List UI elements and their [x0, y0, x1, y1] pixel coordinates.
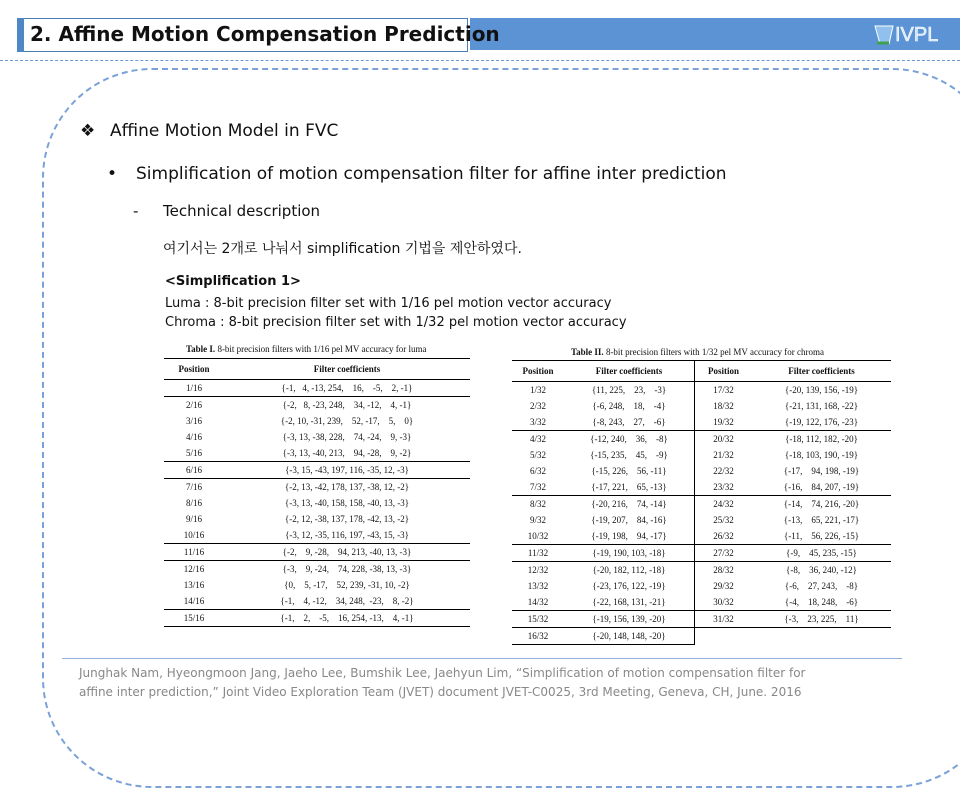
table2-coefficients-cell: {-22, 168, 131, -21} [564, 594, 695, 611]
table2-position-cell: 9/32 [529, 515, 546, 525]
table1-row [164, 511, 470, 527]
table1-coefficients-cell: {-3, 12, -35, 116, 197, -43, 15, -3} [224, 527, 470, 544]
table2-coefficients-cell: {-19, 190, 103, -18} [564, 545, 695, 562]
table2-coefficients-cell: {-9, 45, 235, -15} [752, 545, 891, 562]
table1-coefficients-cell: {0, 5, -17, 52, 239, -31, 10, -2} [284, 580, 410, 590]
table1-row [164, 429, 470, 445]
luma-line: Luma : 8-bit precision filter set with 1/16 pel motion vector accuracy [165, 296, 612, 311]
table1-coefficients-cell: {-3, 13, -38, 228, 74, -24, 9, -3} [282, 432, 412, 442]
footer-divider [62, 658, 902, 659]
korean-note: 여기서는 2개로 나눠서 simplification 기법을 제안하였다. [163, 241, 522, 257]
title-accent [17, 18, 24, 52]
table2-coefficients-cell: {-14, 74, 216, -20} [783, 499, 860, 509]
table2-row [512, 431, 891, 448]
table2-coefficients-cell: {-12, 240, 36, -8} [564, 431, 695, 448]
table1-row [164, 495, 470, 511]
table1-position-cell: 15/16 [164, 610, 224, 627]
logo-text: IVPL [895, 24, 939, 46]
table2-position-cell: 7/32 [512, 479, 564, 496]
reference-line1: Junghak Nam, Hyeongmoon Jang, Jaeho Lee, Bumshik Lee, Jaehyun Lim, “Simplification of motion compensation filter for [79, 666, 806, 680]
table2-position-cell: 30/32 [695, 594, 753, 611]
table1 [164, 358, 470, 627]
table2-row [512, 611, 891, 628]
table2-coefficients-cell: {-8, 36, 240, -12} [786, 565, 857, 575]
table1-coefficients-cell: {-3, 15, -43, 197, 116, -35, 12, -3} [224, 462, 470, 479]
header-divider [0, 60, 960, 61]
table1-row [164, 413, 470, 429]
table1-position-cell: 10/16 [164, 527, 224, 544]
table2-header-coefficients-a: Filter coefficients [564, 361, 695, 382]
table1-coefficients-cell: {-2, 8, -23, 248, 34, -12, 4, -1} [282, 400, 412, 410]
table1-position-cell: 4/16 [185, 432, 202, 442]
table2-position-cell: 13/32 [527, 581, 549, 591]
table2-coefficients-cell: {-20, 148, 148, -20} [564, 628, 695, 645]
table2-row [512, 578, 891, 594]
bullet-level1 [80, 121, 338, 141]
table2-row [512, 447, 891, 463]
table2-row [512, 382, 891, 399]
table2-position-cell: 4/32 [529, 434, 546, 444]
table2-position-cell: 17/32 [713, 385, 734, 395]
level1-text: Affine Motion Model in FVC [110, 121, 339, 141]
table1-coefficients-cell: {-2, 12, -38, 137, 178, -42, 13, -2} [284, 514, 410, 524]
table2-coefficients-cell: {-18, 103, 190, -19} [784, 450, 859, 460]
table1-position-cell: 11/16 [164, 544, 224, 561]
table2-coefficients-cell: {-19, 156, 139, -20} [564, 611, 695, 628]
table2-coefficients-cell: {-4, 18, 248, -6} [752, 594, 891, 611]
table2-position-cell: 25/32 [713, 515, 734, 525]
table2-row [512, 479, 891, 496]
table2-row [512, 562, 891, 579]
table2-coefficients-cell: {-20, 216, 74, -14} [564, 496, 695, 513]
table2-position-cell: 19/32 [695, 414, 753, 431]
table2-coefficients-cell: {-18, 112, 182, -20} [785, 434, 858, 444]
dot-bullet-icon: • [107, 164, 118, 184]
table1-row [164, 479, 470, 496]
table1-position-cell: 9/16 [185, 514, 202, 524]
reference-line2: affine inter prediction,” Joint Video Exploration Team (JVET) document JVET-C0025, 3rd Meeting, Geneva, CH, June. 2016 [79, 685, 802, 699]
table2-position-cell: 5/32 [529, 450, 546, 460]
table2-position-cell: 24/32 [713, 499, 734, 509]
table1-coefficients-cell: {-1, 4, -13, 254, 16, -5, 2, -1} [224, 380, 470, 397]
table1-coefficients-cell: {-1, 4, -12, 34, 248, -23, 8, -2} [224, 593, 470, 610]
table2-coefficients-cell: {-8, 243, 27, -6} [564, 414, 695, 431]
table1-position-cell: 6/16 [164, 462, 224, 479]
table2-coefficients-cell: {-16, 84, 207, -19} [752, 479, 891, 496]
table2-position-cell: 11/32 [512, 545, 564, 562]
table2-coefficients-cell: {-19, 122, 176, -23} [752, 414, 891, 431]
table2-row [512, 512, 891, 528]
table1-coefficients-cell: {-3, 9, -24, 74, 228, -38, 13, -3} [282, 564, 412, 574]
table2-row [512, 496, 891, 513]
table2-position-cell: 28/32 [713, 565, 734, 575]
ivpl-logo [873, 19, 959, 49]
table2-coefficients-cell: {-15, 226, 56, -11} [564, 463, 695, 479]
table1-coefficients-cell: {-2, 9, -28, 94, 213, -40, 13, -3} [224, 544, 470, 561]
table1-position-cell: 13/16 [183, 580, 205, 590]
table2-position-cell: 29/32 [713, 581, 734, 591]
table2-header-position-b: Position [695, 361, 753, 382]
table2-position-cell: 18/32 [713, 401, 734, 411]
chroma-line: Chroma : 8-bit precision filter set with 1/32 pel motion vector accuracy [165, 315, 627, 330]
table1-row [164, 577, 470, 593]
table1-coefficients-cell: {-1, 2, -5, 16, 254, -13, 4, -1} [224, 610, 470, 627]
table1-position-cell: 12/16 [183, 564, 205, 574]
table2-position-cell: 31/32 [695, 611, 753, 628]
table2-position-cell: 21/32 [713, 450, 734, 460]
table1-position-cell: 8/16 [185, 498, 202, 508]
table2-header-position-a: Position [512, 361, 564, 382]
table2-position-cell [695, 628, 753, 645]
table2-coefficients-cell: {-17, 94, 198, -19} [783, 466, 860, 476]
table2-coefficients-cell: {-19, 198, 94, -17} [564, 528, 695, 545]
table2-coefficients-cell: {-17, 221, 65, -13} [564, 479, 695, 496]
bullet-level2 [107, 164, 727, 184]
table2-coefficients-cell: {-19, 207, 84, -16} [564, 512, 695, 528]
table2-position-cell: 22/32 [713, 466, 734, 476]
table2-coefficients-cell: {-11, 56, 226, -15} [752, 528, 891, 545]
table2-position-cell: 20/32 [713, 434, 734, 444]
table2-row [512, 414, 891, 431]
table2-coefficients-cell: {-13, 65, 221, -17} [783, 515, 860, 525]
table1-row [164, 593, 470, 610]
table1-row [164, 561, 470, 578]
table1-coefficients-cell: {-2, 10, -31, 239, 52, -17, 5, 0} [280, 416, 414, 426]
simplification-heading: <Simplification 1> [165, 274, 301, 289]
table2-header-coefficients-b: Filter coefficients [752, 361, 891, 382]
table1-row [164, 397, 470, 414]
table2-row [512, 398, 891, 414]
table1-row [164, 544, 470, 561]
table2-caption: Table II. 8-bit precision filters with 1/32 pel MV accuracy for chroma [571, 347, 824, 357]
table1-row [164, 462, 470, 479]
table1-coefficients-cell: {-3, 13, -40, 213, 94, -28, 9, -2} [224, 445, 470, 462]
table2-row [512, 463, 891, 479]
table2-position-cell: 1/32 [529, 385, 546, 395]
table2-row [512, 628, 891, 645]
bullet-level3 [133, 202, 320, 220]
table2-coefficients-cell [752, 628, 891, 645]
table2-row [512, 594, 891, 611]
table2-position-cell: 8/32 [529, 499, 546, 509]
dash-bullet-icon: - [133, 202, 139, 220]
table1-position-cell: 14/16 [164, 593, 224, 610]
table2-row [512, 528, 891, 545]
table2-coefficients-cell: {-20, 139, 156, -19} [784, 385, 859, 395]
table1-header-position: Position [164, 359, 224, 380]
diamond-bullet-icon: ❖ [80, 121, 96, 141]
table2-coefficients-cell: {-23, 176, 122, -19} [564, 578, 695, 594]
table1-coefficients-cell: {-3, 13, -40, 158, 158, -40, 13, -3} [284, 498, 410, 508]
table2-position-cell: 10/32 [512, 528, 564, 545]
slide-title: 2. Affine Motion Compensation Prediction [30, 22, 500, 46]
table2-position-cell: 27/32 [695, 545, 753, 562]
table2-position-cell: 15/32 [512, 611, 564, 628]
level3-text: Technical description [163, 202, 321, 220]
table1-row [164, 610, 470, 627]
table2-position-cell: 14/32 [512, 594, 564, 611]
table1-caption: Table I. 8-bit precision filters with 1/16 pel MV accuracy for luma [186, 344, 427, 354]
table2-position-cell: 12/32 [527, 565, 549, 575]
table2-coefficients-cell: {-6, 248, 18, -4} [564, 398, 695, 414]
table2-coefficients-cell: {-15, 235, 45, -9} [564, 447, 695, 463]
table1-position-cell: 5/16 [164, 445, 224, 462]
table2-position-cell: 6/32 [529, 466, 546, 476]
table1-position-cell: 2/16 [185, 400, 202, 410]
table2-coefficients-cell: {-6, 27, 243, -8} [784, 581, 859, 591]
table2-position-cell: 26/32 [695, 528, 753, 545]
table2-position-cell: 23/32 [695, 479, 753, 496]
reference-footer [79, 664, 889, 702]
table2-coefficients-cell: {-3, 23, 225, 11} [752, 611, 891, 628]
table2-row [512, 545, 891, 562]
table2-coefficients-cell: {-20, 182, 112, -18} [564, 562, 695, 579]
table1-position-cell: 7/16 [185, 482, 202, 492]
table1-header-coefficients: Filter coefficients [224, 359, 470, 380]
table1-row [164, 527, 470, 544]
table2-position-cell: 3/32 [512, 414, 564, 431]
table2-coefficients-cell: {-21, 131, 168, -22} [784, 401, 859, 411]
table1-coefficients-cell: {-2, 13, -42, 178, 137, -38, 12, -2} [284, 482, 410, 492]
table2-position-cell: 16/32 [512, 628, 564, 645]
table1-position-cell: 3/16 [185, 416, 202, 426]
table1-position-cell: 1/16 [164, 380, 224, 397]
table1-row [164, 445, 470, 462]
table2 [512, 360, 891, 645]
table2-position-cell: 2/32 [529, 401, 546, 411]
table2-coefficients-cell: {11, 225, 23, -3} [564, 382, 695, 399]
table1-row [164, 380, 470, 397]
level2-text: Simplification of motion compensation filter for affine inter prediction [136, 164, 727, 184]
